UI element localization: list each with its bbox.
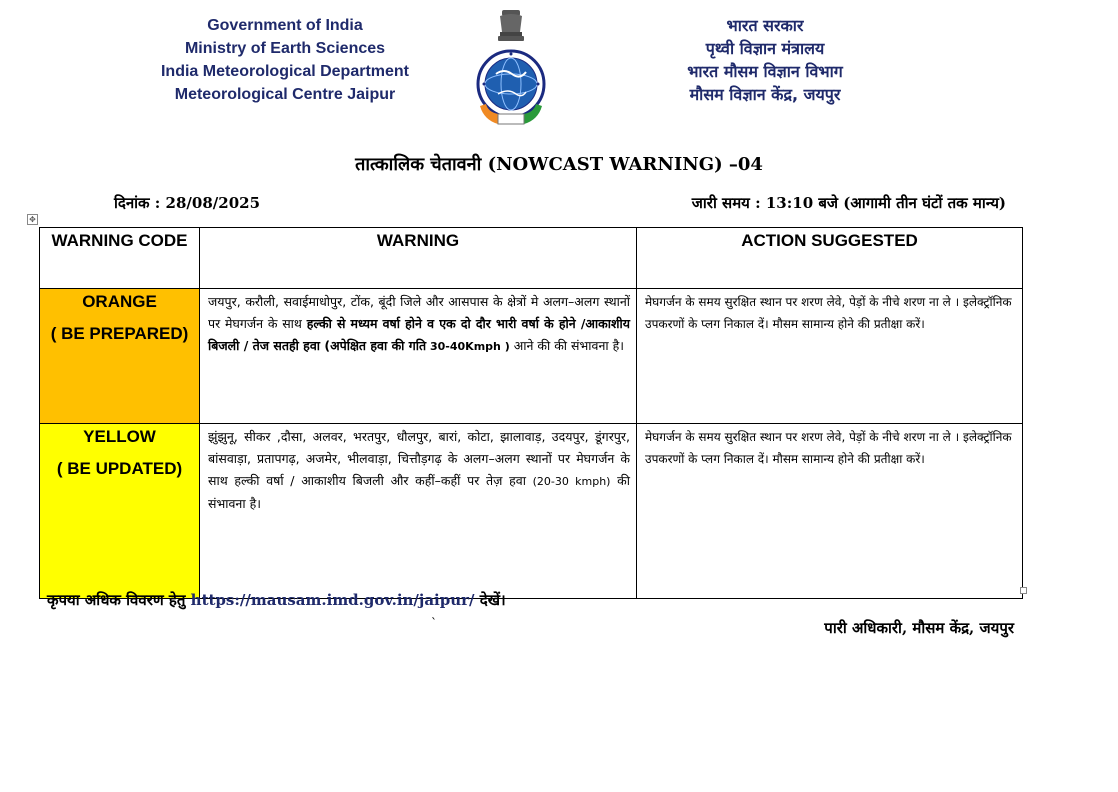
yellow-warning-text [200,424,637,599]
warning-table [39,227,1023,599]
table-resize-handle-icon[interactable] [1020,587,1027,594]
orange-warning-part2: आने की की संभावना है। [509,338,624,353]
header-en-line-4: Meteorological Centre Jaipur [174,86,396,103]
header-hi-line-1: भारत सरकार [726,16,804,35]
yellow-code-sub: ( BE UPDATED) [56,459,183,478]
issue-date: दिनांक : 28/08/2025 [114,194,261,212]
table-move-handle-icon[interactable]: ✥ [27,214,38,225]
orange-code-label: ORANGE [82,292,157,311]
page-title: तात्कालिक चेतावनी (NOWCAST WARNING) –04 [355,154,763,175]
header-action-suggested: ACTION SUGGESTED [637,228,1023,289]
more-info-line [47,590,506,610]
yellow-code-label: YELLOW [83,427,156,446]
yellow-warning-part2: की संभावना है। [208,473,630,511]
table-row-orange [40,289,1023,424]
imd-emblem-icon [474,8,548,126]
yellow-warning-part1: झुंझुनू, सीकर ,दौसा, अलवर, भरतपुर, धौलपुर, बारां, कोटा, झालावाड़, उदयपुर, डूंगरपुर, बांसवाड़ा, प्रतापगढ़, अजमेर, भीलवाड़ा, चित्तौड़गढ़ के अलग–अलग स्थानों पर मेघगर्जन के साथ हल्की वर्षा / आकाशीय बिजली और कहीं–कहीं पर तेज़ हवा [208,429,630,488]
yellow-code-cell [40,424,200,599]
orange-warning-bold: हल्की से मध्यम वर्षा होने व एक दो दौर भारी वर्षा के होने /आकाशीय बिजली / तेज सतही हवा (अपेक्षित हवा की गति [208,316,630,353]
orange-warning-text [200,289,637,424]
yellow-action-text: मेघगर्जन के समय सुरक्षित स्थान पर शरण लेवे, पेड़ों के नीचे शरण ना ले । इलेक्ट्रॉनिक उपकरणों के प्लग निकाल दें। मौसम सामान्य होने की प्रतीक्षा करें। [637,424,1023,599]
stray-tick-mark: ` [431,616,437,630]
signature: पारी अधिकारी, मौसम केंद्र, जयपुर [824,619,1014,637]
orange-warning-part1: जयपुर, करौली, सवाईमाधोपुर, टोंक, बूंदी जिले और आसपास के क्षेत्रों मे अलग–अलग स्थानों पर मेघगर्जन के साथ [208,294,630,331]
header-warning: WARNING [200,228,637,289]
orange-code-cell [40,289,200,424]
header-hi-line-3: भारत मौसम विज्ञान विभाग [687,62,843,81]
table-row-yellow [40,424,1023,599]
header-hi-line-2: पृथ्वी विज्ञान मंत्रालय [705,39,825,58]
header-en-line-3: India Meteorological Department [160,63,410,80]
header-english [130,14,440,106]
issue-time: जारी समय : 13:10 बजे (आगामी तीन घंटों तक मान्य) [691,194,1006,212]
header-en-line-2: Ministry of Earth Sciences [184,40,386,57]
more-info-link[interactable]: https://mausam.imd.gov.in/jaipur/ [190,591,475,609]
header-warning-code: WARNING CODE [40,228,200,289]
orange-code-sub: ( BE PREPARED) [50,324,189,343]
table-header-row [40,228,1023,289]
header-hindi [640,14,890,106]
header-en-line-1: Government of India [207,17,363,34]
orange-warning-speed: 30-40Kmph ) [426,340,510,353]
orange-action-text: मेघगर्जन के समय सुरक्षित स्थान पर शरण लेवे, पेड़ों के नीचे शरण ना ले । इलेक्ट्रॉनिक उपकरणों के प्लग निकाल दें। मौसम सामान्य होने की प्रतीक्षा करें। [637,289,1023,424]
more-info-prefix: कृपया अधिक विवरण हेतु [47,591,191,609]
header-hi-line-4: मौसम विज्ञान केंद्र, जयपुर [689,85,841,104]
more-info-suffix: देखें। [474,591,506,609]
yellow-warning-speed: (20-30 kmph) [532,475,611,488]
